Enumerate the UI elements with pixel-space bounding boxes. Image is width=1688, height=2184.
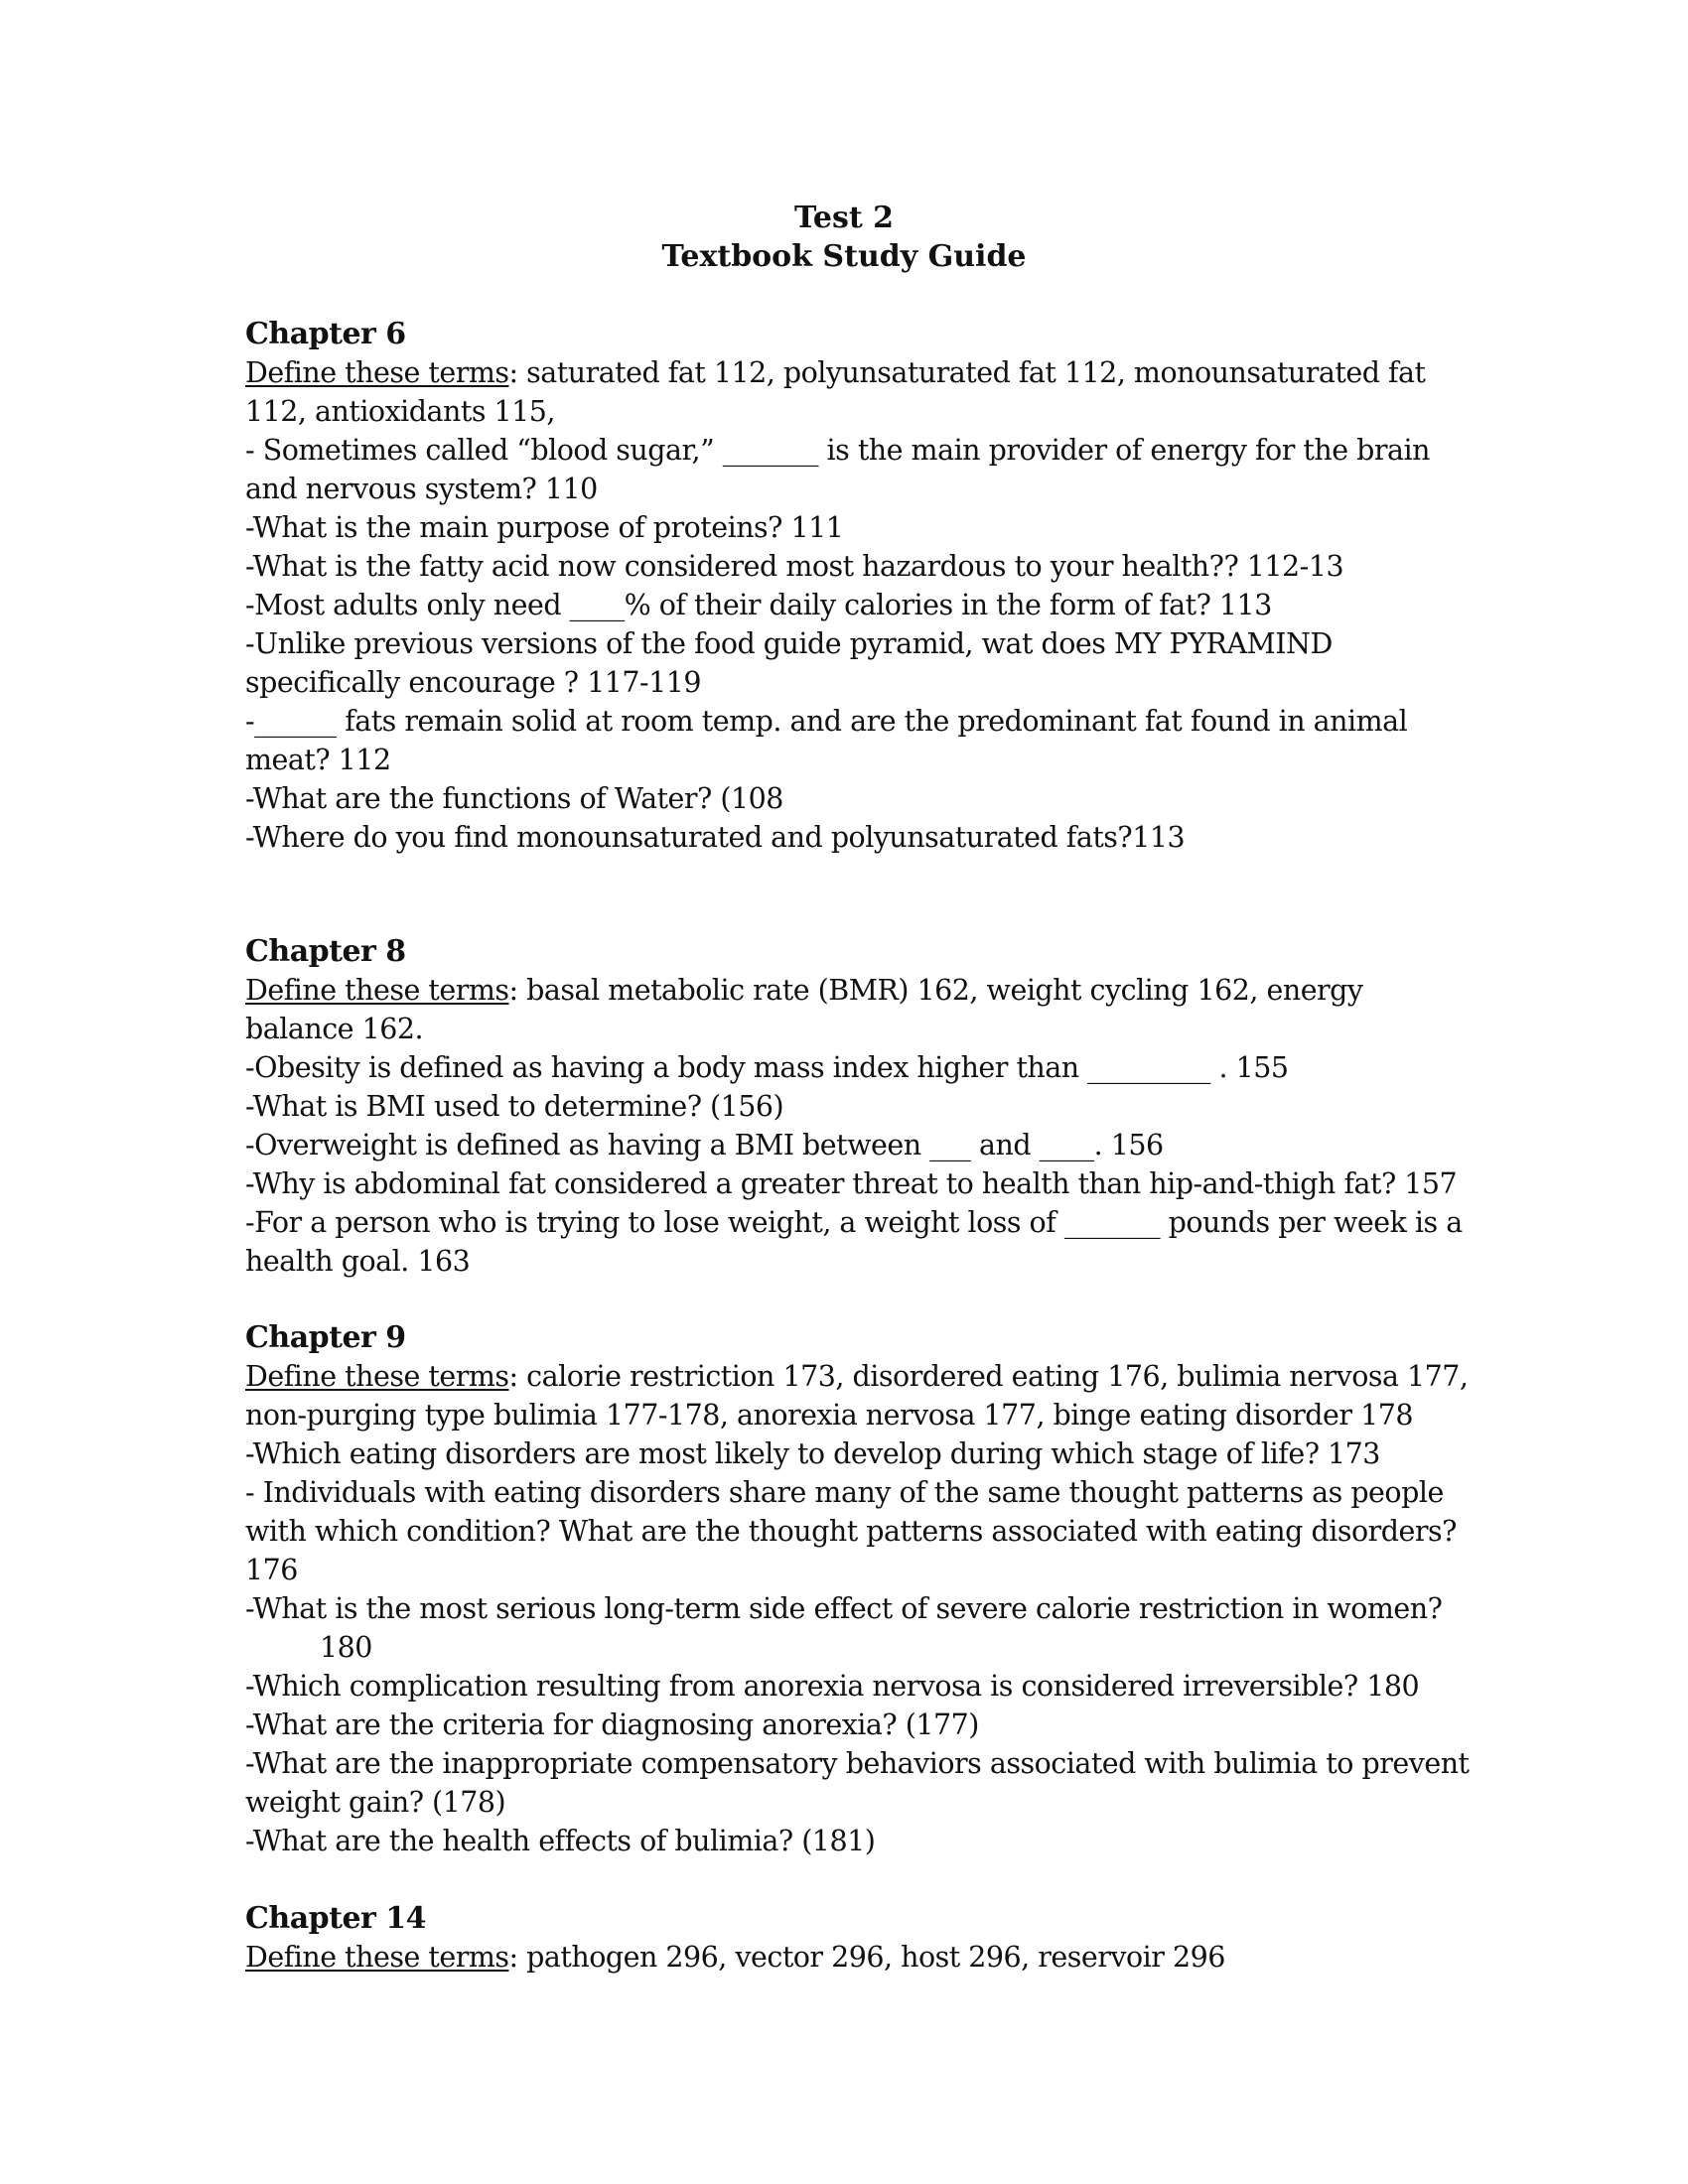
chapter-6-define-terms (245, 353, 1477, 431)
chapter-6-question: -Where do you find monounsaturated and polyunsaturated fats?113 (245, 821, 1186, 854)
document-subtitle: Textbook Study Guide (661, 239, 1027, 274)
define-terms-list: : calorie restriction 173, disordered eating 176, bulimia nervosa 177, non-purging type bulimia 177-178, anorexia nervosa 177, binge eating disorder 178 (245, 1360, 1469, 1432)
chapter-8-define-terms (245, 971, 1477, 1048)
chapter-9-heading: Chapter 9 (245, 1320, 406, 1355)
document-title: Test 2 (793, 201, 895, 235)
chapter-9-question-page: 180 (320, 1631, 372, 1664)
chapter-9-question: -Which eating disorders are most likely to develop during which stage of life? 173 (245, 1437, 1380, 1470)
chapter-9-question: -What is the most serious long-term side effect of severe calorie restriction in women? (245, 1592, 1443, 1625)
chapter-9-question: -What are the health effects of bulimia? (181) (245, 1825, 876, 1857)
chapter-9-question: -Which complication resulting from anorexia nervosa is considered irreversible? 180 (245, 1670, 1420, 1703)
define-terms-label: Define these terms (245, 356, 509, 389)
chapter-8-question: -Obesity is defined as having a body mass index higher than _________ . 155 (245, 1051, 1289, 1084)
chapter-6-question: -Most adults only need ____% of their daily calories in the form of fat? 113 (245, 589, 1272, 621)
chapter-14-heading: Chapter 14 (245, 1901, 427, 1936)
chapter-8-question: -For a person who is trying to lose weight, a weight loss of _______ pounds per week is a health goal. 163 (245, 1206, 1463, 1278)
chapter-6-question: -Unlike previous versions of the food guide pyramid, wat does MY PYRAMIND specifically encourage ? 117-119 (245, 627, 1333, 699)
chapter-9-question: -What are the criteria for diagnosing anorexia? (177) (245, 1708, 979, 1741)
chapter-8-section (245, 932, 1477, 1281)
chapter-6-question: -______ fats remain solid at room temp. and are the predominant fat found in animal meat? 112 (245, 705, 1408, 776)
chapter-9-question: - Individuals with eating disorders share many of the same thought patterns as people with which condition? What are the thought patterns associated with eating disorders? 176 (245, 1476, 1457, 1586)
define-terms-label: Define these terms (245, 1941, 509, 1974)
chapter-9-section (245, 1318, 1477, 1860)
define-terms-list: : saturated fat 112, polyunsaturated fat 112, monounsaturated fat 112, antioxidants 115, (245, 356, 1426, 428)
define-terms-label: Define these terms (245, 1360, 509, 1393)
chapter-9-question: -What are the inappropriate compensatory behaviors associated with bulimia to prevent weight gain? (178) (245, 1747, 1470, 1819)
chapter-8-heading: Chapter 8 (245, 934, 406, 969)
chapter-8-question: -What is BMI used to determine? (156) (245, 1090, 784, 1123)
chapter-8-question: -Why is abdominal fat considered a greater threat to health than hip-and-thigh fat? 157 (245, 1167, 1458, 1200)
chapter-14-section (245, 1899, 1477, 1977)
chapter-6-section (245, 315, 1477, 857)
chapter-6-question: - Sometimes called “blood sugar,” _______ is the main provider of energy for the brain and nervous system? 110 (245, 434, 1430, 505)
define-terms-label: Define these terms (245, 974, 509, 1007)
chapter-6-question: -What is the fatty acid now considered most hazardous to your health?? 112-13 (245, 550, 1344, 583)
chapter-6-question: -What are the functions of Water? (108 (245, 782, 783, 815)
chapter-6-heading: Chapter 6 (245, 317, 406, 351)
chapter-9-define-terms (245, 1357, 1477, 1434)
chapter-14-define-terms (245, 1938, 1477, 1977)
define-terms-list: : pathogen 296, vector 296, host 296, reservoir 296 (508, 1941, 1225, 1974)
define-terms-list: : basal metabolic rate (BMR) 162, weight cycling 162, energy balance 162. (245, 974, 1363, 1045)
chapter-6-question: -What is the main purpose of proteins? 111 (245, 511, 844, 544)
chapter-8-question: -Overweight is defined as having a BMI between ___ and ____. 156 (245, 1129, 1164, 1161)
